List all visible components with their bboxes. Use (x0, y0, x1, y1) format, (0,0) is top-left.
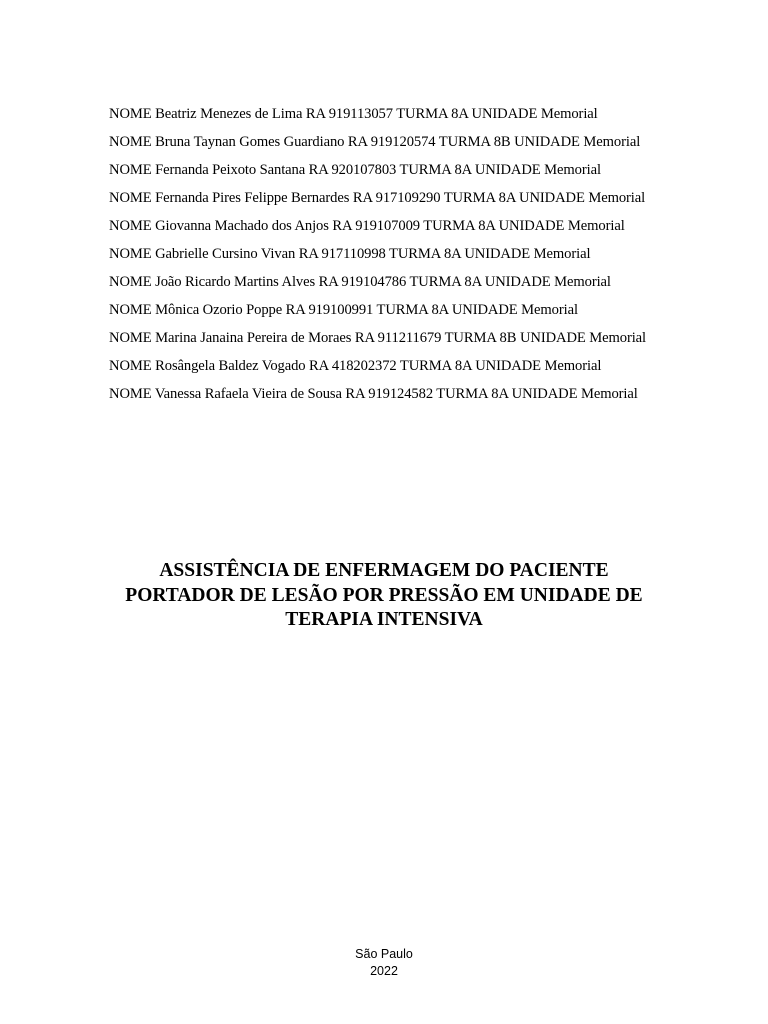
member-line: NOME Giovanna Machado dos Anjos RA 919107009 TURMA 8A UNIDADE Memorial (109, 218, 625, 234)
footer-year: 2022 (370, 964, 398, 978)
member-line: NOME Vanessa Rafaela Vieira de Sousa RA 919124582 TURMA 8A UNIDADE Memorial (109, 386, 638, 402)
member-line: NOME Gabrielle Cursino Vivan RA 917110998 TURMA 8A UNIDADE Memorial (109, 246, 591, 262)
title-line-2: PORTADOR DE LESÃO POR PRESSÃO EM UNIDADE DE (125, 584, 643, 606)
title-line-3: TERAPIA INTENSIVA (285, 609, 483, 630)
title-line-1: ASSISTÊNCIA DE ENFERMAGEM DO PACIENTE (159, 560, 609, 581)
member-line: NOME Fernanda Peixoto Santana RA 920107803 TURMA 8A UNIDADE Memorial (109, 162, 601, 178)
member-line: NOME Bruna Taynan Gomes Guardiano RA 919120574 TURMA 8B UNIDADE Memorial (109, 134, 641, 150)
document-footer (0, 946, 768, 980)
footer-city: São Paulo (355, 947, 413, 961)
member-list (109, 100, 749, 408)
member-line: NOME Beatriz Menezes de Lima RA 919113057 TURMA 8A UNIDADE Memorial (109, 106, 598, 122)
member-line: NOME João Ricardo Martins Alves RA 919104786 TURMA 8A UNIDADE Memorial (109, 274, 611, 290)
member-line: NOME Marina Janaina Pereira de Moraes RA 911211679 TURMA 8B UNIDADE Memorial (109, 330, 647, 346)
member-line: NOME Mônica Ozorio Poppe RA 919100991 TURMA 8A UNIDADE Memorial (109, 302, 578, 318)
document-title (60, 559, 708, 633)
member-line: NOME Fernanda Pires Felippe Bernardes RA 917109290 TURMA 8A UNIDADE Memorial (109, 190, 646, 206)
member-line: NOME Rosângela Baldez Vogado RA 418202372 TURMA 8A UNIDADE Memorial (109, 358, 602, 374)
